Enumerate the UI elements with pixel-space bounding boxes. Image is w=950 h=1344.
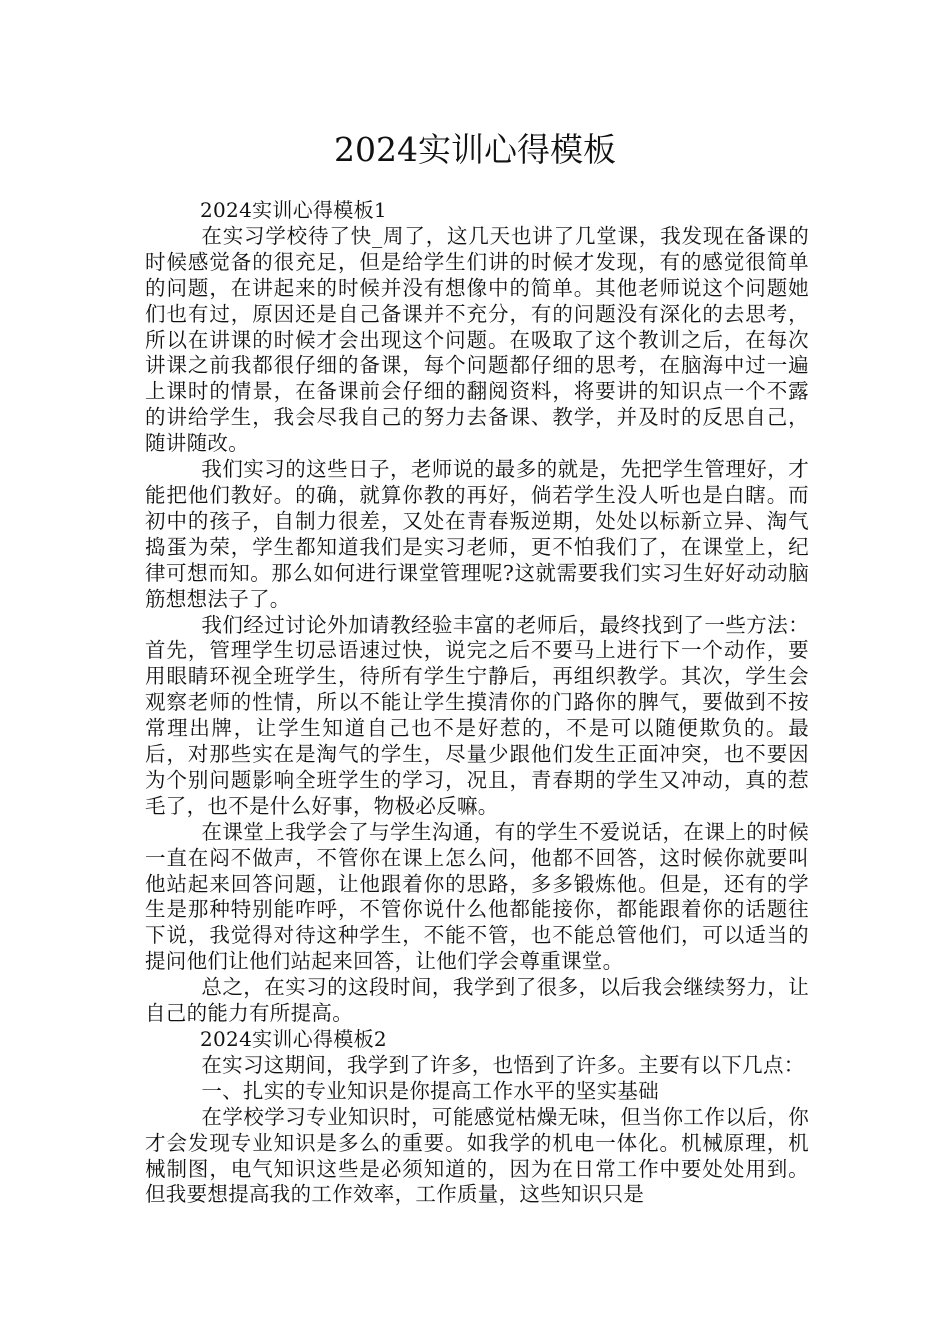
section-heading-2: 2024实训心得模板2 [200,1027,387,1051]
body-paragraph: 在学校学习专业知识时，可能感觉枯燥无味，但当你工作以后，你才会发现专业知识是多么的重要。如我学的机电一体化。机械原理，机械制图，电气知识这些是必须知道的，因为在日常工作中要处处用到。但我要想提高我的工作效率，工作质量，这些知识只是 [145,1104,809,1207]
document-title: 2024实训心得模板 [334,130,616,169]
subheading: 一、扎实的专业知识是你提高工作水平的坚实基础 [201,1078,659,1103]
section-heading-1: 2024实训心得模板1 [200,198,387,222]
document-body [145,198,809,1208]
body-paragraph: 在实习这期间，我学到了许多，也悟到了许多。主要有以下几点： [201,1052,805,1077]
body-paragraph: 在实习学校待了快_周了，这几天也讲了几堂课，我发现在备课的时候感觉备的很充足，但是给学生们讲的时候才发现，有的感觉很简单的问题，在讲起来的时候并没有想像中的简单。其他老师说这个问题她们也有过，原因还是自己备课并不充分，有的问题没有深化的去思考，所以在讲课的时候才会出现这个问题。在吸取了这个教训之后，在每次讲课之前我都很仔细的备课，每个问题都仔细的思考，在脑海中过一遍上课时的情景，在备课前会仔细的翻阅资料，将要讲的知识点一个不露的讲给学生，我会尽我自己的努力去备课、教学，并及时的反思自己，随讲随改。 [145,223,809,456]
body-paragraph: 总之，在实习的这段时间，我学到了很多，以后我会继续努力，让自己的能力有所提高。 [145,975,809,1026]
body-paragraph: 在课堂上我学会了与学生沟通，有的学生不爱说话，在课上的时候一直在闷不做声，不管你在课上怎么问，他都不回答，这时候你就要叫他站起来回答问题，让他跟着你的思路，多多锻炼他。但是，还有的学生是那种特别能咋呼，不管你说什么他都能接你，都能跟着你的话题往下说，我觉得对待这种学生，不能不管，也不能总管他们，可以适当的提问他们让他们站起来回答，让他们学会尊重课堂。 [145,819,809,974]
body-paragraph: 我们实习的这些日子，老师说的最多的就是，先把学生管理好，才能把他们教好。的确，就算你教的再好，倘若学生没人听也是白瞎。而初中的孩子，自制力很差，又处在青春叛逆期，处处以标新立异、淘气捣蛋为荣，学生都知道我们是实习老师，更不怕我们了，在课堂上，纪律可想而知。那么如何进行课堂管理呢?这就需要我们实习生好好动动脑筋想想法子了。 [145,457,809,611]
body-paragraph: 我们经过讨论外加请教经验丰富的老师后，最终找到了一些方法：首先，管理学生切忌语速过快，说完之后不要马上进行下一个动作，要用眼睛环视全班学生，待所有学生宁静后，再组织教学。其次，学生会观察老师的性情，所以不能让学生摸清你的门路你的脾气，要做到不按常理出牌，让学生知道自己也不是好惹的，不是可以随便欺负的。最后，对那些实在是淘气的学生，尽量少跟他们发生正面冲突，也不要因为个别问题影响全班学生的学习，况且，青春期的学生又冲动，真的惹毛了，也不是什么好事，物极必反嘛。 [145,612,809,818]
